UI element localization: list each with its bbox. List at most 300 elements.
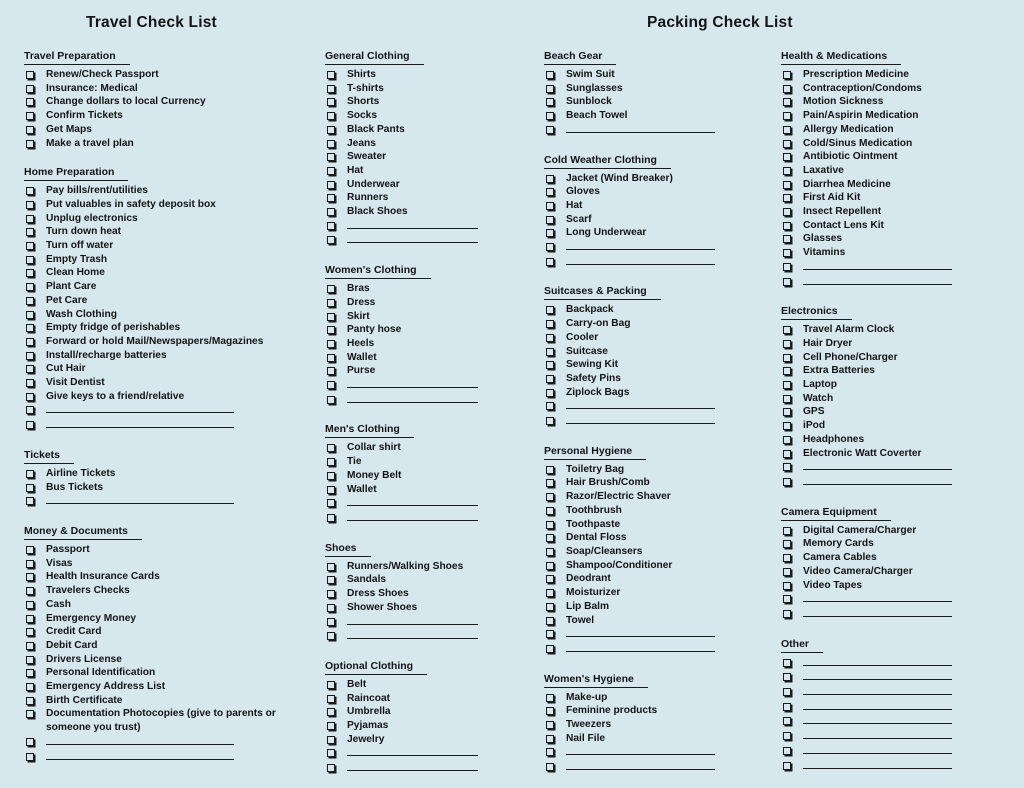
checkbox[interactable]: [783, 381, 791, 389]
blank-line[interactable]: [803, 275, 952, 285]
checklist-item: [544, 586, 764, 600]
checklist-item-label: Socks: [347, 110, 378, 122]
checkbox[interactable]: [327, 722, 335, 730]
checklist: [325, 441, 545, 525]
checkbox[interactable]: [783, 595, 791, 603]
checkbox[interactable]: [546, 534, 554, 542]
checkbox[interactable]: [783, 222, 791, 230]
checkbox[interactable]: [783, 762, 791, 770]
checkbox[interactable]: [26, 256, 34, 264]
checkbox[interactable]: [546, 98, 554, 106]
checklist: [24, 467, 244, 509]
checklist-item: [781, 191, 1001, 205]
blank-line[interactable]: [566, 399, 715, 409]
checkbox[interactable]: [783, 367, 791, 375]
checkbox[interactable]: [327, 632, 335, 640]
blank-checklist-item: [781, 275, 1001, 290]
checklist-item-label: Health Insurance Cards: [46, 571, 160, 583]
checkbox[interactable]: [26, 753, 34, 761]
checklist-item: [544, 95, 764, 109]
checklist-item-label: Wallet: [347, 351, 377, 363]
checkbox[interactable]: [783, 208, 791, 216]
checkbox[interactable]: [783, 478, 791, 486]
checklist-item: [24, 280, 244, 294]
checkbox[interactable]: [546, 389, 554, 397]
blank-checklist-item: [24, 735, 244, 750]
checkbox[interactable]: [783, 408, 791, 416]
checkbox[interactable]: [783, 568, 791, 576]
checkbox[interactable]: [327, 367, 335, 375]
checklist-item: [781, 246, 1001, 260]
checklist-item-label: Vitamins: [803, 247, 846, 259]
checkbox[interactable]: [546, 493, 554, 501]
checkbox[interactable]: [26, 112, 34, 120]
checklist-item: [544, 317, 764, 331]
blank-line[interactable]: [46, 750, 234, 760]
checkbox[interactable]: [783, 278, 791, 286]
checkbox[interactable]: [327, 140, 335, 148]
checkbox[interactable]: [26, 365, 34, 373]
checkbox[interactable]: [26, 615, 34, 623]
checklist-item-label: Sandals: [347, 574, 387, 586]
checklist-item-label: T-shirts: [347, 82, 384, 94]
checkbox[interactable]: [783, 554, 791, 562]
checkbox[interactable]: [26, 656, 34, 664]
checkbox[interactable]: [327, 167, 335, 175]
blank-line[interactable]: [46, 494, 234, 504]
checkbox[interactable]: [546, 361, 554, 369]
checklist-item: [325, 733, 545, 747]
checkbox[interactable]: [26, 269, 34, 277]
checklist-item: [24, 294, 244, 308]
section-title: Optional Clothing: [325, 660, 427, 675]
checklist-item-label: Hair Dryer: [803, 337, 853, 349]
checklist-item: [24, 95, 244, 109]
checklist-item-label: Heels: [347, 337, 375, 349]
blank-checklist-item: [781, 744, 1001, 759]
checkbox[interactable]: [327, 444, 335, 452]
checkbox[interactable]: [783, 71, 791, 79]
checkbox[interactable]: [327, 764, 335, 772]
blank-line[interactable]: [46, 403, 234, 413]
checkbox[interactable]: [26, 297, 34, 305]
checklist-item: [325, 282, 545, 296]
blank-line[interactable]: [803, 475, 952, 485]
checkbox[interactable]: [26, 140, 34, 148]
checkbox[interactable]: [26, 98, 34, 106]
checkbox[interactable]: [327, 340, 335, 348]
checkbox[interactable]: [546, 521, 554, 529]
checkbox[interactable]: [26, 242, 34, 250]
checkbox[interactable]: [783, 263, 791, 271]
checkbox[interactable]: [327, 590, 335, 598]
checkbox[interactable]: [26, 283, 34, 291]
blank-line[interactable]: [803, 656, 952, 666]
checkbox[interactable]: [783, 153, 791, 161]
checkbox[interactable]: [546, 375, 554, 383]
blank-line[interactable]: [803, 729, 952, 739]
checkbox[interactable]: [327, 299, 335, 307]
checkbox[interactable]: [26, 187, 34, 195]
checkbox[interactable]: [546, 112, 554, 120]
blank-line[interactable]: [347, 393, 478, 403]
checkbox[interactable]: [783, 747, 791, 755]
checkbox[interactable]: [26, 201, 34, 209]
checkbox[interactable]: [783, 659, 791, 667]
checkbox[interactable]: [546, 85, 554, 93]
checklist-item-label: Turn down heat: [46, 226, 122, 238]
checkbox[interactable]: [546, 748, 554, 756]
checkbox[interactable]: [26, 560, 34, 568]
checkbox[interactable]: [327, 112, 335, 120]
checkbox[interactable]: [26, 126, 34, 134]
checkbox[interactable]: [26, 338, 34, 346]
checklist-item-label: Install/recharge batteries: [46, 349, 167, 361]
checkbox[interactable]: [26, 352, 34, 360]
checkbox[interactable]: [26, 697, 34, 705]
section-title: Travel Preparation: [24, 50, 130, 65]
checkbox[interactable]: [327, 499, 335, 507]
blank-line[interactable]: [347, 496, 478, 506]
checklist-item: [781, 323, 1001, 337]
checklist-item-label: Forward or hold Mail/Newspapers/Magazines: [46, 335, 264, 347]
checkbox[interactable]: [546, 306, 554, 314]
checklist-item-label: Gloves: [566, 186, 600, 198]
checkbox[interactable]: [546, 507, 554, 515]
checkbox[interactable]: [26, 601, 34, 609]
checkbox[interactable]: [26, 406, 34, 414]
checkbox[interactable]: [783, 249, 791, 257]
blank-checklist-item: [325, 746, 545, 761]
checkbox[interactable]: [546, 258, 554, 266]
blank-line[interactable]: [347, 629, 478, 639]
checklist-item: [781, 164, 1001, 178]
blank-line[interactable]: [803, 260, 952, 270]
checklist-item-label: Ziplock Bags: [566, 386, 630, 398]
checkbox[interactable]: [783, 450, 791, 458]
checkbox[interactable]: [327, 381, 335, 389]
checkbox[interactable]: [546, 216, 554, 224]
checkbox[interactable]: [327, 736, 335, 744]
checklist-item: [544, 732, 764, 746]
checkbox[interactable]: [783, 582, 791, 590]
checklist-item: [24, 82, 244, 96]
checkbox[interactable]: [546, 562, 554, 570]
checkbox[interactable]: [327, 222, 335, 230]
checkbox[interactable]: [783, 688, 791, 696]
checklist-item: [781, 364, 1001, 378]
checklist-item: [24, 467, 244, 481]
checkbox[interactable]: [26, 497, 34, 505]
checklist-item-label: Camera Cables: [803, 552, 877, 564]
checkbox[interactable]: [546, 479, 554, 487]
blank-line[interactable]: [803, 759, 952, 769]
checklist-item-label: Drivers License: [46, 653, 122, 665]
checklist-item-label: Wash Clothing: [46, 308, 117, 320]
checkbox[interactable]: [546, 417, 554, 425]
checklist-item: [544, 476, 764, 490]
checkbox[interactable]: [546, 334, 554, 342]
checkbox[interactable]: [327, 71, 335, 79]
checkbox[interactable]: [783, 354, 791, 362]
checkbox[interactable]: [546, 575, 554, 583]
checklist-item: [544, 213, 764, 227]
blank-checklist-item: [325, 219, 545, 234]
checkbox[interactable]: [26, 228, 34, 236]
checkbox[interactable]: [26, 379, 34, 387]
checkbox[interactable]: [26, 669, 34, 677]
checkbox[interactable]: [783, 85, 791, 93]
checkbox[interactable]: [327, 458, 335, 466]
blank-line[interactable]: [347, 511, 478, 521]
checkbox[interactable]: [546, 630, 554, 638]
checkbox[interactable]: [26, 215, 34, 223]
checkbox[interactable]: [327, 313, 335, 321]
checkbox[interactable]: [26, 710, 34, 718]
checkbox[interactable]: [327, 708, 335, 716]
checkbox[interactable]: [783, 610, 791, 618]
checkbox[interactable]: [546, 188, 554, 196]
checkbox[interactable]: [783, 732, 791, 740]
checklist-item-label: Memory Cards: [803, 538, 874, 550]
blank-checklist-item: [781, 475, 1001, 490]
checkbox[interactable]: [546, 320, 554, 328]
checkbox[interactable]: [546, 694, 554, 702]
checklist-item-label: Toothpaste: [566, 518, 621, 530]
blank-line[interactable]: [803, 592, 952, 602]
checklist-item: [325, 95, 545, 109]
checkbox[interactable]: [546, 707, 554, 715]
checkbox[interactable]: [546, 126, 554, 134]
checkbox[interactable]: [327, 98, 335, 106]
checkbox[interactable]: [26, 546, 34, 554]
checkbox[interactable]: [327, 681, 335, 689]
checkbox[interactable]: [546, 202, 554, 210]
checklist-item-label: Birth Certificate: [46, 694, 123, 706]
blank-line[interactable]: [566, 240, 715, 250]
checkbox[interactable]: [327, 126, 335, 134]
checkbox[interactable]: [26, 393, 34, 401]
checklist-item: [544, 172, 764, 186]
checklist-item: [781, 565, 1001, 579]
checkbox[interactable]: [783, 181, 791, 189]
checklist-item: [325, 364, 545, 378]
checklist-item-label: Sewing Kit: [566, 359, 619, 371]
checkbox[interactable]: [327, 236, 335, 244]
checkbox[interactable]: [783, 527, 791, 535]
checklist-item: [24, 707, 286, 734]
checklist-item-label: Glasses: [803, 233, 843, 245]
checkbox[interactable]: [327, 695, 335, 703]
checklist-item-label: Long Underwear: [566, 227, 647, 239]
checkbox[interactable]: [26, 85, 34, 93]
checkbox[interactable]: [546, 229, 554, 237]
checkbox[interactable]: [546, 589, 554, 597]
checklist-item: [544, 600, 764, 614]
checkbox[interactable]: [26, 738, 34, 746]
section-electronics: [781, 301, 1001, 489]
blank-line[interactable]: [566, 414, 715, 424]
section-general-clothing: [325, 46, 545, 248]
checkbox[interactable]: [783, 422, 791, 430]
checklist-item-label: Allergy Medication: [803, 123, 894, 135]
checklist: [24, 68, 244, 150]
checkbox[interactable]: [783, 436, 791, 444]
blank-line[interactable]: [347, 378, 478, 388]
checkbox[interactable]: [327, 354, 335, 362]
checklist-item: [24, 680, 244, 694]
blank-line[interactable]: [566, 745, 715, 755]
checkbox[interactable]: [327, 194, 335, 202]
checkbox[interactable]: [26, 421, 34, 429]
checkbox[interactable]: [327, 749, 335, 757]
blank-line[interactable]: [347, 746, 478, 756]
checkbox[interactable]: [783, 167, 791, 175]
checkbox[interactable]: [327, 326, 335, 334]
checkbox[interactable]: [546, 466, 554, 474]
section-money-and-documents: [24, 521, 276, 764]
checkbox[interactable]: [26, 470, 34, 478]
checkbox[interactable]: [546, 402, 554, 410]
checklist-item-label: Hat: [566, 199, 583, 211]
blank-line[interactable]: [803, 607, 952, 617]
checkbox[interactable]: [783, 395, 791, 403]
blank-line[interactable]: [803, 744, 952, 754]
checkbox[interactable]: [546, 175, 554, 183]
checkbox[interactable]: [327, 563, 335, 571]
checkbox[interactable]: [327, 618, 335, 626]
checkbox[interactable]: [327, 285, 335, 293]
blank-line[interactable]: [347, 233, 478, 243]
checklist-item-label: Panty hose: [347, 324, 402, 336]
blank-line[interactable]: [566, 642, 715, 652]
checkbox[interactable]: [327, 514, 335, 522]
checkbox[interactable]: [783, 194, 791, 202]
checklist-item-label: Diarrhea Medicine: [803, 178, 891, 190]
checkbox[interactable]: [327, 576, 335, 584]
blank-line[interactable]: [803, 685, 952, 695]
checkbox[interactable]: [546, 603, 554, 611]
checkbox[interactable]: [783, 703, 791, 711]
checklist-item-label: Antibiotic Ointment: [803, 151, 898, 163]
checkbox[interactable]: [26, 573, 34, 581]
checkbox[interactable]: [546, 721, 554, 729]
checklist-item-label: Sunblock: [566, 96, 612, 108]
checkbox[interactable]: [783, 112, 791, 120]
checkbox[interactable]: [327, 181, 335, 189]
checklist-item-label: First Aid Kit: [803, 192, 861, 204]
blank-line[interactable]: [566, 627, 715, 637]
checklist-item: [544, 109, 764, 123]
checkbox[interactable]: [327, 208, 335, 216]
checklist-item-label: Extra Batteries: [803, 365, 875, 377]
checklist-item: [24, 137, 244, 151]
blank-line[interactable]: [347, 761, 478, 771]
section-optional-clothing: [325, 656, 545, 776]
blank-line[interactable]: [803, 460, 952, 470]
checkbox[interactable]: [327, 153, 335, 161]
checkbox[interactable]: [546, 763, 554, 771]
checkbox[interactable]: [783, 463, 791, 471]
checkbox[interactable]: [26, 71, 34, 79]
blank-line[interactable]: [566, 760, 715, 770]
blank-line[interactable]: [347, 219, 478, 229]
blank-line[interactable]: [46, 418, 234, 428]
blank-line[interactable]: [46, 735, 234, 745]
checkbox[interactable]: [546, 71, 554, 79]
checklist: [781, 524, 1001, 622]
section-personal-hygiene: [544, 441, 764, 657]
checkbox[interactable]: [783, 340, 791, 348]
checklist-item-label: Swim Suit: [566, 69, 615, 80]
checkbox[interactable]: [26, 683, 34, 691]
checkbox[interactable]: [546, 243, 554, 251]
blank-line[interactable]: [803, 670, 952, 680]
blank-line[interactable]: [803, 700, 952, 710]
checklist-item: [781, 150, 1001, 164]
blank-checklist-item: [544, 760, 764, 775]
checklist-item: [544, 226, 764, 240]
checkbox[interactable]: [546, 735, 554, 743]
checkbox[interactable]: [26, 587, 34, 595]
checklist-item: [24, 308, 244, 322]
blank-line[interactable]: [566, 255, 715, 265]
checkbox[interactable]: [546, 645, 554, 653]
checklist-item: [325, 137, 545, 151]
checklist: [781, 323, 1001, 489]
checklist-item: [781, 405, 1001, 419]
checkbox[interactable]: [783, 140, 791, 148]
checklist-item-label: Pyjamas: [347, 720, 389, 732]
checkbox[interactable]: [26, 642, 34, 650]
checklist-item: [24, 266, 244, 280]
blank-line[interactable]: [566, 123, 715, 133]
checkbox[interactable]: [546, 348, 554, 356]
checkbox[interactable]: [546, 617, 554, 625]
blank-line[interactable]: [803, 714, 952, 724]
blank-checklist-item: [781, 460, 1001, 475]
section-other: [781, 634, 1001, 774]
checkbox[interactable]: [546, 548, 554, 556]
checkbox[interactable]: [26, 324, 34, 332]
checkbox[interactable]: [327, 396, 335, 404]
checklist-item: [325, 68, 545, 82]
checkbox[interactable]: [26, 484, 34, 492]
checkbox[interactable]: [783, 326, 791, 334]
checkbox[interactable]: [26, 628, 34, 636]
checkbox[interactable]: [783, 717, 791, 725]
checklist: [544, 691, 764, 775]
checkbox[interactable]: [783, 540, 791, 548]
checkbox[interactable]: [327, 604, 335, 612]
checkbox[interactable]: [783, 126, 791, 134]
checkbox[interactable]: [327, 472, 335, 480]
checklist-item-label: Headphones: [803, 433, 865, 445]
checklist-item: [325, 441, 545, 455]
checkbox[interactable]: [26, 311, 34, 319]
checkbox[interactable]: [783, 673, 791, 681]
checklist-item: [544, 386, 764, 400]
checkbox[interactable]: [783, 98, 791, 106]
checkbox[interactable]: [783, 235, 791, 243]
checklist-item: [24, 321, 244, 335]
checkbox[interactable]: [327, 486, 335, 494]
checklist-item-label: Video Tapes: [803, 579, 863, 591]
checklist-item: [544, 331, 764, 345]
checkbox[interactable]: [327, 85, 335, 93]
checklist-item: [325, 164, 545, 178]
blank-line[interactable]: [347, 615, 478, 625]
